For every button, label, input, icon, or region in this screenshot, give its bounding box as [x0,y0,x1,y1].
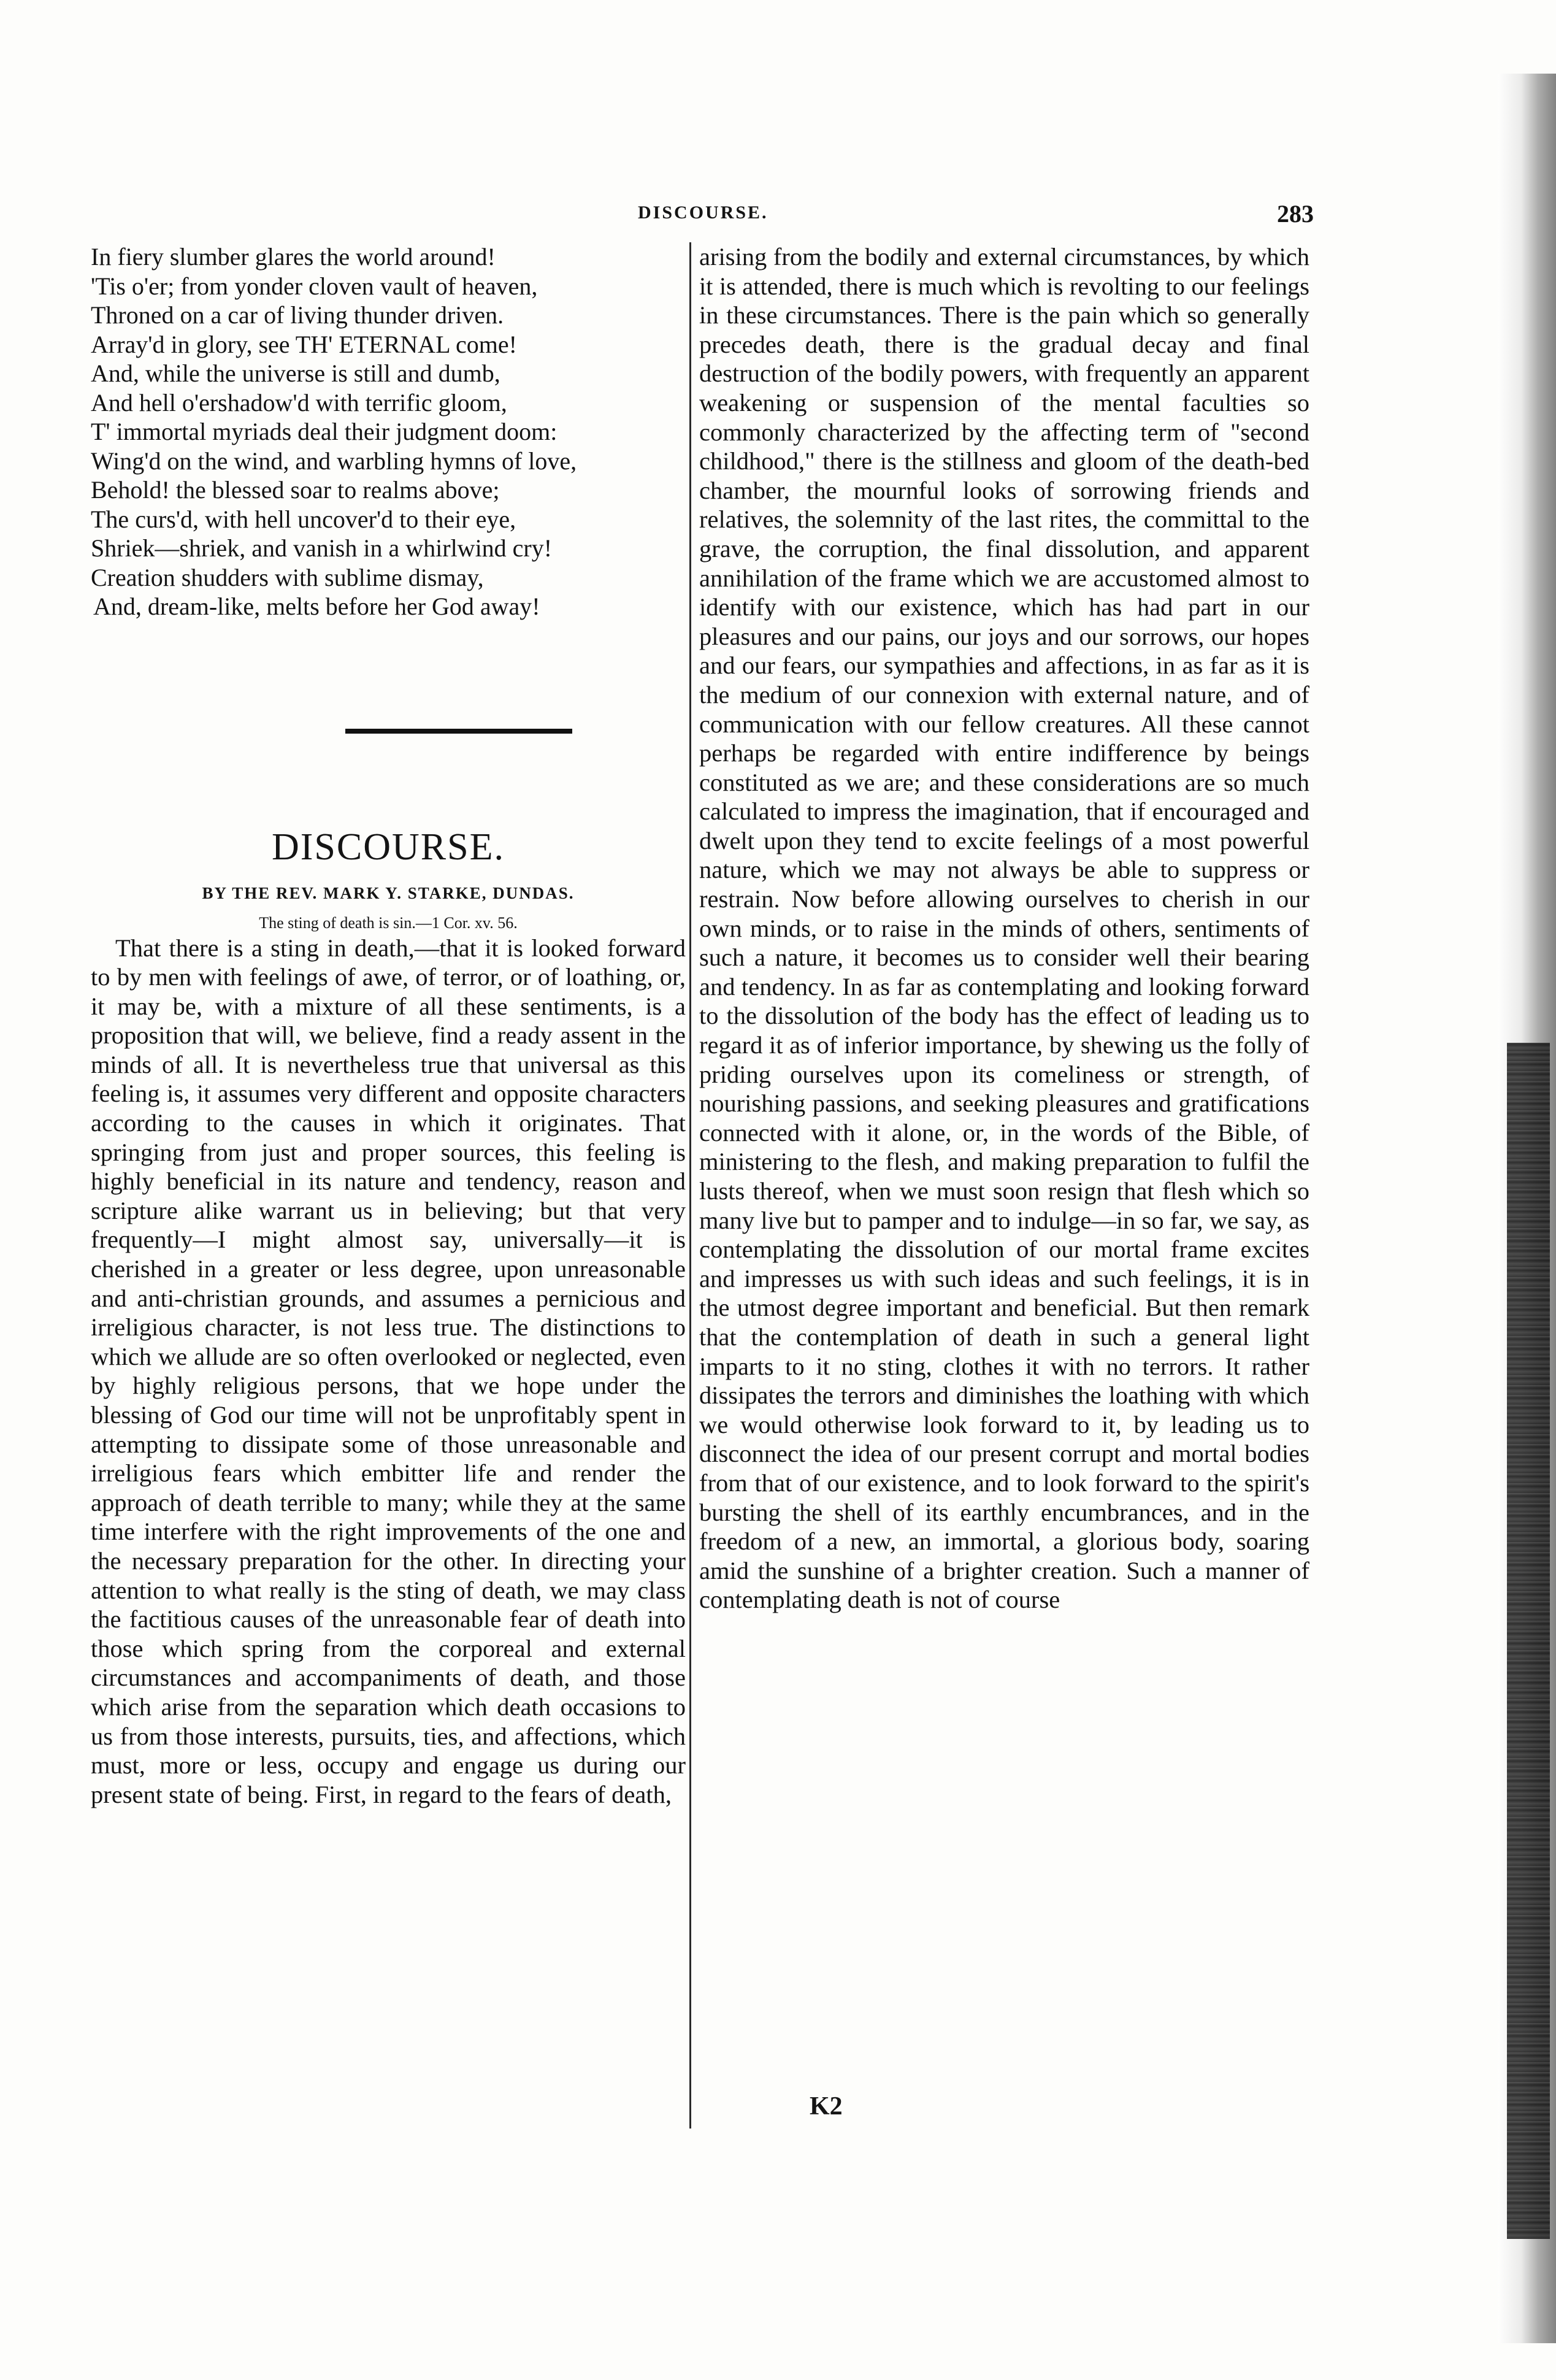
poem-line: In fiery slumber glares the world around! [91,243,496,271]
poem-line: And, dream-like, melts before her God away! [93,593,540,620]
discourse-text-right: arising from the bodily and external circumstances, by which it is attended, there is much which is revolting to our feelings in these circumstances. There is the pain which so generally precedes death, there is the gradual decay and final destruction of the bodily powers, with frequently an apparent weakening or suspension of the mental faculties so commonly characterized by the affecting term of "second childhood," there is the stillness and gloom of the death-bed chamber, the mournful looks of sorrowing friends and relatives, the solemnity of the last rites, the committal to the grave, the corruption, the final dissolution, and apparent annihilation of the frame which we are accustomed almost to identify with our existence, which has had part in our pleasures and our pains, our joys and our sorrows, our hopes and our fears, our sympathies and affections, in as far as it is the medium of our connexion with external nature, and of communication with our fellow creatures. All these cannot perhaps be regarded with entire indifference by beings constituted as we are; and these considerations are so much calculated to impress the imagination, that if encouraged and dwelt upon they tend to excite feelings of a most powerful nature, which we may not always be able to suppress or restrain. Now before allowing ourselves to cherish in our own minds, or to raise in the minds of others, sentiments of such a nature, it becomes us to consider well their bearing and tendency. In as far as contemplating and looking forward to the dissolution of the body has the effect of leading us to regard it as of inferior importance, by shewing us the folly of priding ourselves upon its comeliness or strength, of nourishing passions, and seeking pleasures and gratifications connected with it alone, or, in the words of the Bible, of ministering to the flesh, and making preparation to fulfil the lusts thereof, when we must soon resign that flesh which so many live but to pamper and to indulge—in so far, we say, as contemplating the dissolution of our mortal frame excites and impresses us with such ideas and such feelings, it is in the utmost degree important and beneficial. But then remark that the contemplation of death in such a general light imparts to it no sting, clothes it with no terrors. It rather dissipates the terrors and diminishes the loathing with which we would otherwise look forward to it, by leading us to disconnect the idea of our present corrupt and mortal bodies from that of our existence, and to look forward to the spirit's bursting the shell of its earthly encumbrances, and in the freedom of a new, an immortal, a glorious body, soaring amid the sunshine of a brighter creation. Such a manner of contemplating death is not of course [699,243,1309,1614]
author-byline: BY THE REV. MARK Y. STARKE, DUNDAS. [202,883,575,902]
poem-line: And, while the universe is still and dumb, [91,359,500,387]
left-column [91,242,686,1809]
poem-line: And hell o'ershadow'd with terrific gloom, [91,388,507,416]
scan-binding-edge [1507,1043,1550,2239]
poem-line: Array'd in glory, see TH' ETERNAL come! [91,330,517,358]
poem-line: The curs'd, with hell uncover'd to their eye, [91,505,516,533]
poem-line: Creation shudders with sublime dismay, [91,563,484,591]
running-head: DISCOURSE. [638,202,768,223]
right-column [699,242,1309,1614]
discourse-text-left: That there is a sting in death,—that it is looked forward to by men with feelings of awe, of terror, or of loathing, or, it may be, with a mixture of all these sentiments, is a proposition that will, we believe, find a ready assent in the minds of all. It is nevertheless true that universal as this feeling is, it assumes very different and opposite characters according to the causes in which it originates. That springing from just and proper sources, this feeling is highly beneficial in its nature and tendency, reason and scripture alike warrant us in believing; but that very frequently—I might almost say, universally—it is cherished in a greater or less degree, upon unreasonable and anti-christian grounds, and assumes a pernicious and irreligious character, is not less true. The distinctions to which we allude are so often overlooked or neglected, even by highly religious persons, that we hope under the blessing of God our time will not be unprofitably spent in attempting to dissipate some of those unreasonable and irreligious fears which embitter life and render the approach of death terrible to many; while they at the same time interfere with the right improvements of the one and the necessary preparation for the other. In directing your attention to what really is the sting of death, we may class the factitious causes of the unreasonable fear of death into those which spring from the corporeal and external circumstances and accompaniments of death, and those which arise from the separation which death occasions to us from those interests, pursuits, ties, and affections, which must, more or less, occupy and engage us during our present state of being. First, in regard to the fears of death, [91,934,686,1808]
poem-line: T' immortal myriads deal their judgment doom: [91,418,558,445]
poem-line: 'Tis o'er; from yonder cloven vault of heaven, [91,272,538,300]
section-divider [345,729,572,734]
column-divider [689,242,691,2129]
scripture-epigraph: The sting of death is sin.—1 Cor. xv. 56. [259,913,518,932]
poem-line: Wing'd on the wind, and warbling hymns of love, [91,447,577,475]
poem-line: Shriek—shriek, and vanish in a whirlwind cry! [91,534,553,562]
page-number: 283 [1277,200,1314,228]
poem-line: Behold! the blessed soar to realms above; [91,476,500,504]
discourse-title: DISCOURSE. [271,826,505,868]
poem [91,242,686,621]
poem-line: Throned on a car of living thunder driven. [91,301,504,329]
signature-mark: K2 [810,2092,843,2121]
